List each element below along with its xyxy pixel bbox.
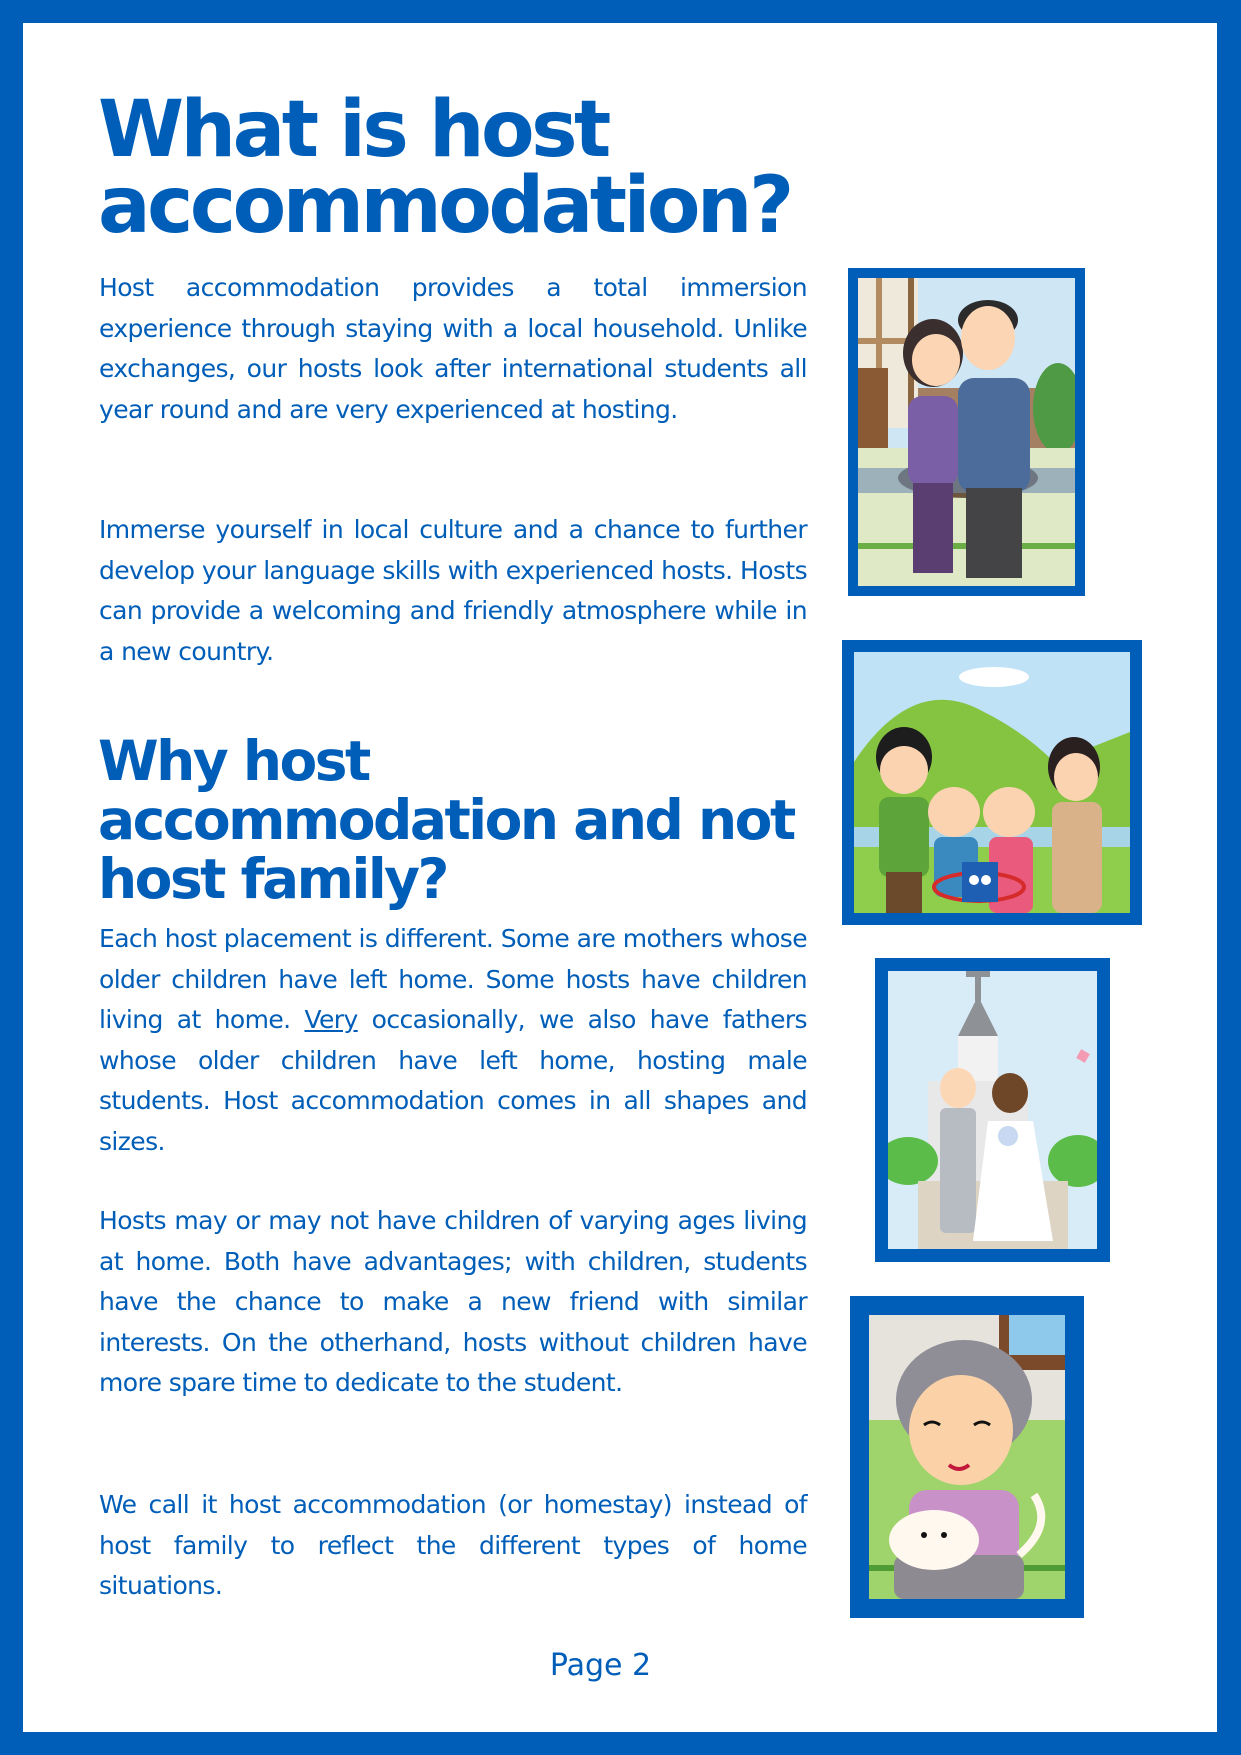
section-title-what-is-host-accommodation: What is host accommodation? <box>98 85 791 251</box>
wedding-couple-illustration <box>875 958 1110 1262</box>
paragraph-homestay: We call it host accommodation (or homestay) instead of host family to reflect the different types of home situations. <box>99 1490 807 1601</box>
grandmother-with-cat-illustration <box>850 1296 1084 1618</box>
family-with-children-illustration <box>842 640 1142 925</box>
paragraph-children: Hosts may or may not have children of varying ages living at home. Both have advantages; with children, students have the chance to make a new friend with similar interests. On the otherhand, hosts without children have more spare time to dedicate to the student. <box>99 1206 807 1398</box>
paragraph-intro: Host accommodation provides a total immersion experience through staying with a local household. Unlike exchanges, our hosts look after international students all year round and are very experienced at hosting. <box>99 273 807 424</box>
paragraph-host-placement: Each host placement is different. Some are mothers whose older children have left home. Some hosts have children living at home. Very occasionally, we also have fathers whose older children have left home, hosting male students. Host accommodation comes in all shapes and sizes. <box>99 924 807 1156</box>
underlined-word: Very <box>304 1005 358 1035</box>
section-title-why-host-accommodation: Why host accommodation and not host family? <box>98 729 794 911</box>
paragraph-immerse: Immerse yourself in local culture and a chance to further develop your language skills with experienced hosts. Hosts can provide a welcoming and friendly atmosphere while in a new country. <box>99 515 807 666</box>
older-couple-illustration <box>848 268 1085 596</box>
page-number: Page 2 <box>549 1648 652 1683</box>
